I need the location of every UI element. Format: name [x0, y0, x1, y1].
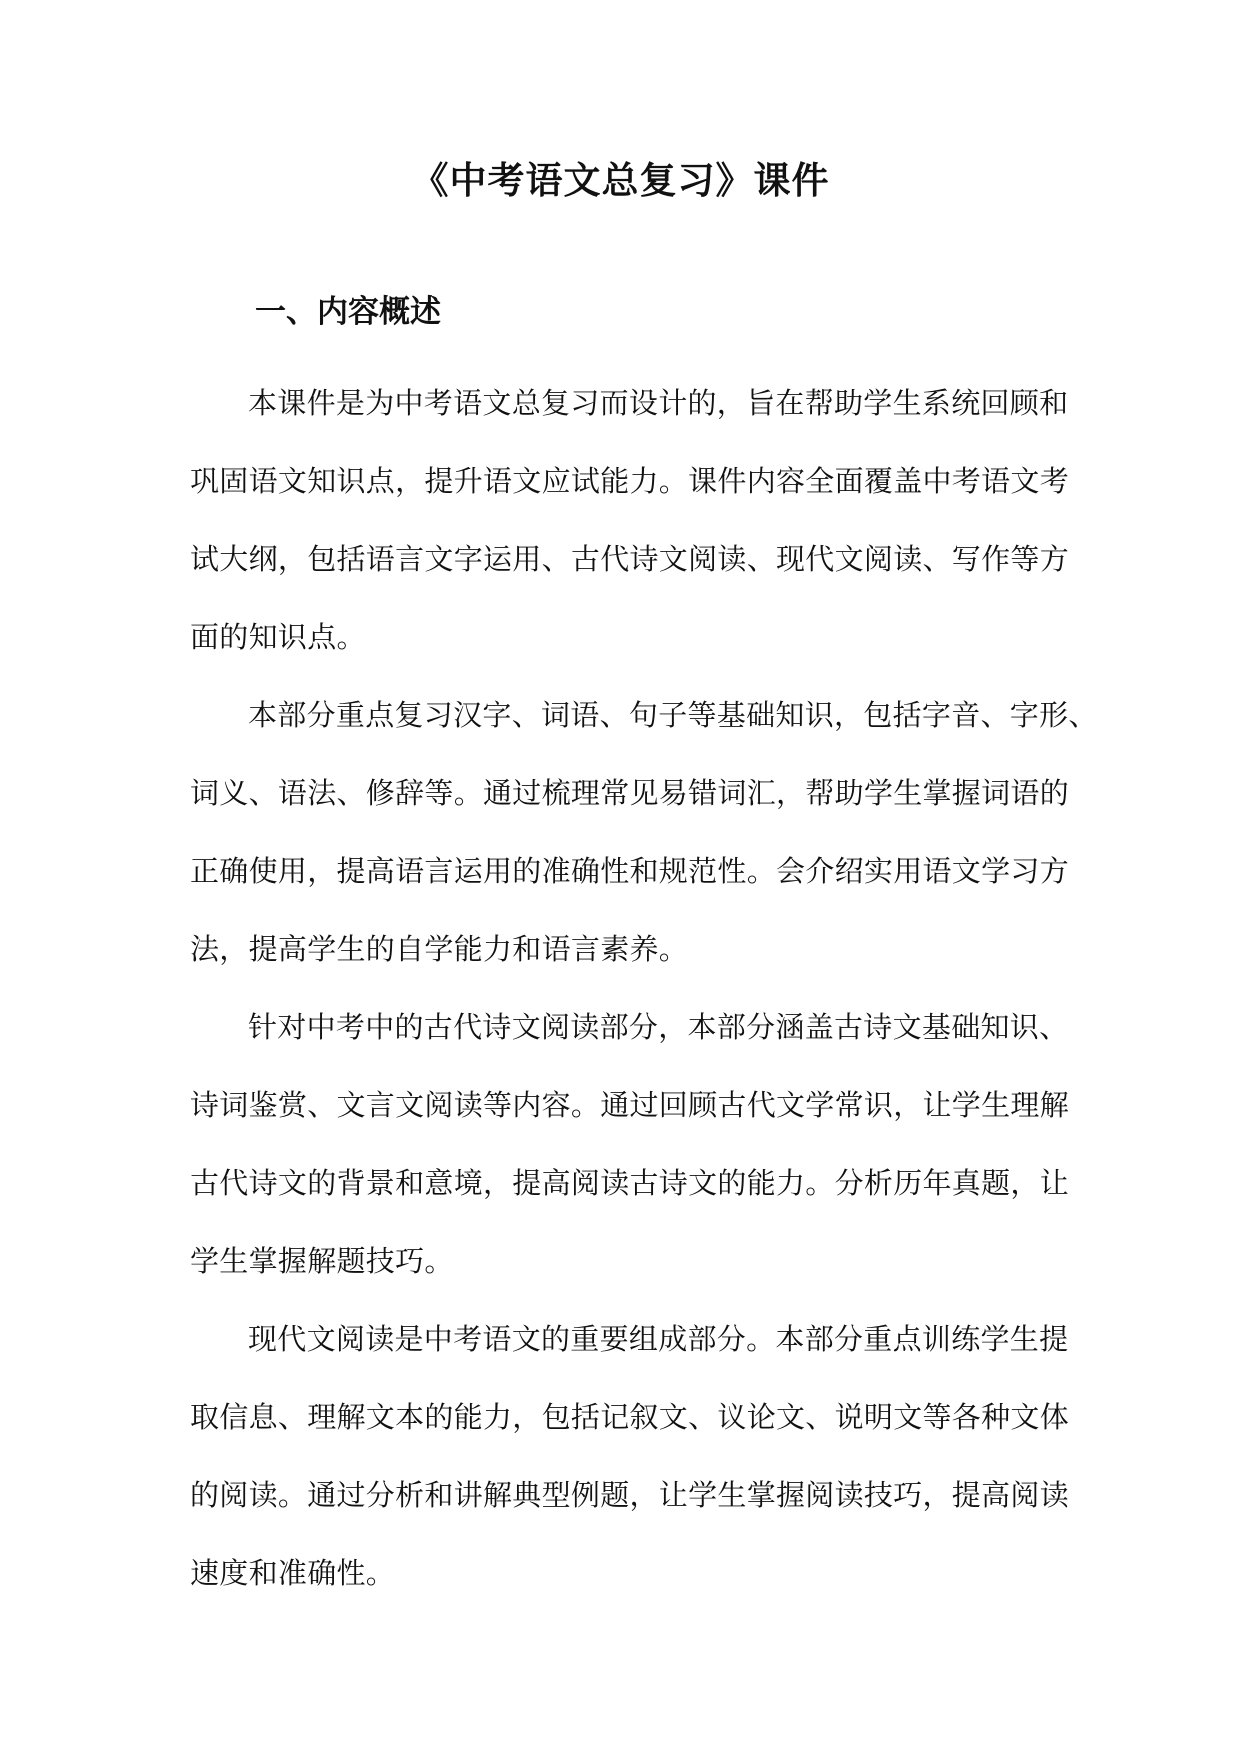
- section-heading: 一、内容概述: [255, 294, 441, 330]
- paragraph-modern-reading: [190, 1300, 1070, 1612]
- document-title: 《中考语文总复习》课件: [411, 159, 830, 202]
- text-line: 现代文阅读是中考语文的重要组成部分。本部分重点训练学生提: [248, 1322, 1069, 1356]
- text-line: 的阅读。通过分析和讲解典型例题，让学生掌握阅读技巧，提高阅读: [190, 1478, 1070, 1512]
- paragraph-overview: [190, 364, 1070, 676]
- text-line: 正确使用，提高语言运用的准确性和规范性。会介绍实用语文学习方: [190, 854, 1070, 888]
- text-line: 试大纲，包括语言文字运用、古代诗文阅读、现代文阅读、写作等方: [190, 542, 1070, 576]
- text-line: 巩固语文知识点，提升语文应试能力。课件内容全面覆盖中考语文考: [190, 464, 1070, 498]
- text-line: 诗词鉴赏、文言文阅读等内容。通过回顾古代文学常识，让学生理解: [190, 1088, 1070, 1122]
- paragraph-language-basics: [190, 676, 1098, 988]
- text-line: 速度和准确性。: [190, 1556, 396, 1590]
- text-line: 本部分重点复习汉字、词语、句子等基础知识，包括字音、字形、: [248, 698, 1098, 732]
- text-line: 取信息、理解文本的能力，包括记叙文、议论文、说明文等各种文体: [190, 1400, 1070, 1434]
- text-line: 针对中考中的古代诗文阅读部分，本部分涵盖古诗文基础知识、: [248, 1010, 1069, 1044]
- body-text: [190, 364, 1098, 1612]
- paragraph-classical-poetry: [190, 988, 1070, 1300]
- text-line: 法，提高学生的自学能力和语言素养。: [190, 932, 689, 966]
- text-line: 面的知识点。: [190, 620, 366, 654]
- text-line: 古代诗文的背景和意境，提高阅读古诗文的能力。分析历年真题，让: [190, 1166, 1070, 1200]
- text-line: 本课件是为中考语文总复习而设计的，旨在帮助学生系统回顾和: [248, 386, 1069, 420]
- text-line: 词义、语法、修辞等。通过梳理常见易错词汇，帮助学生掌握词语的: [190, 776, 1070, 810]
- text-line: 学生掌握解题技巧。: [190, 1244, 454, 1278]
